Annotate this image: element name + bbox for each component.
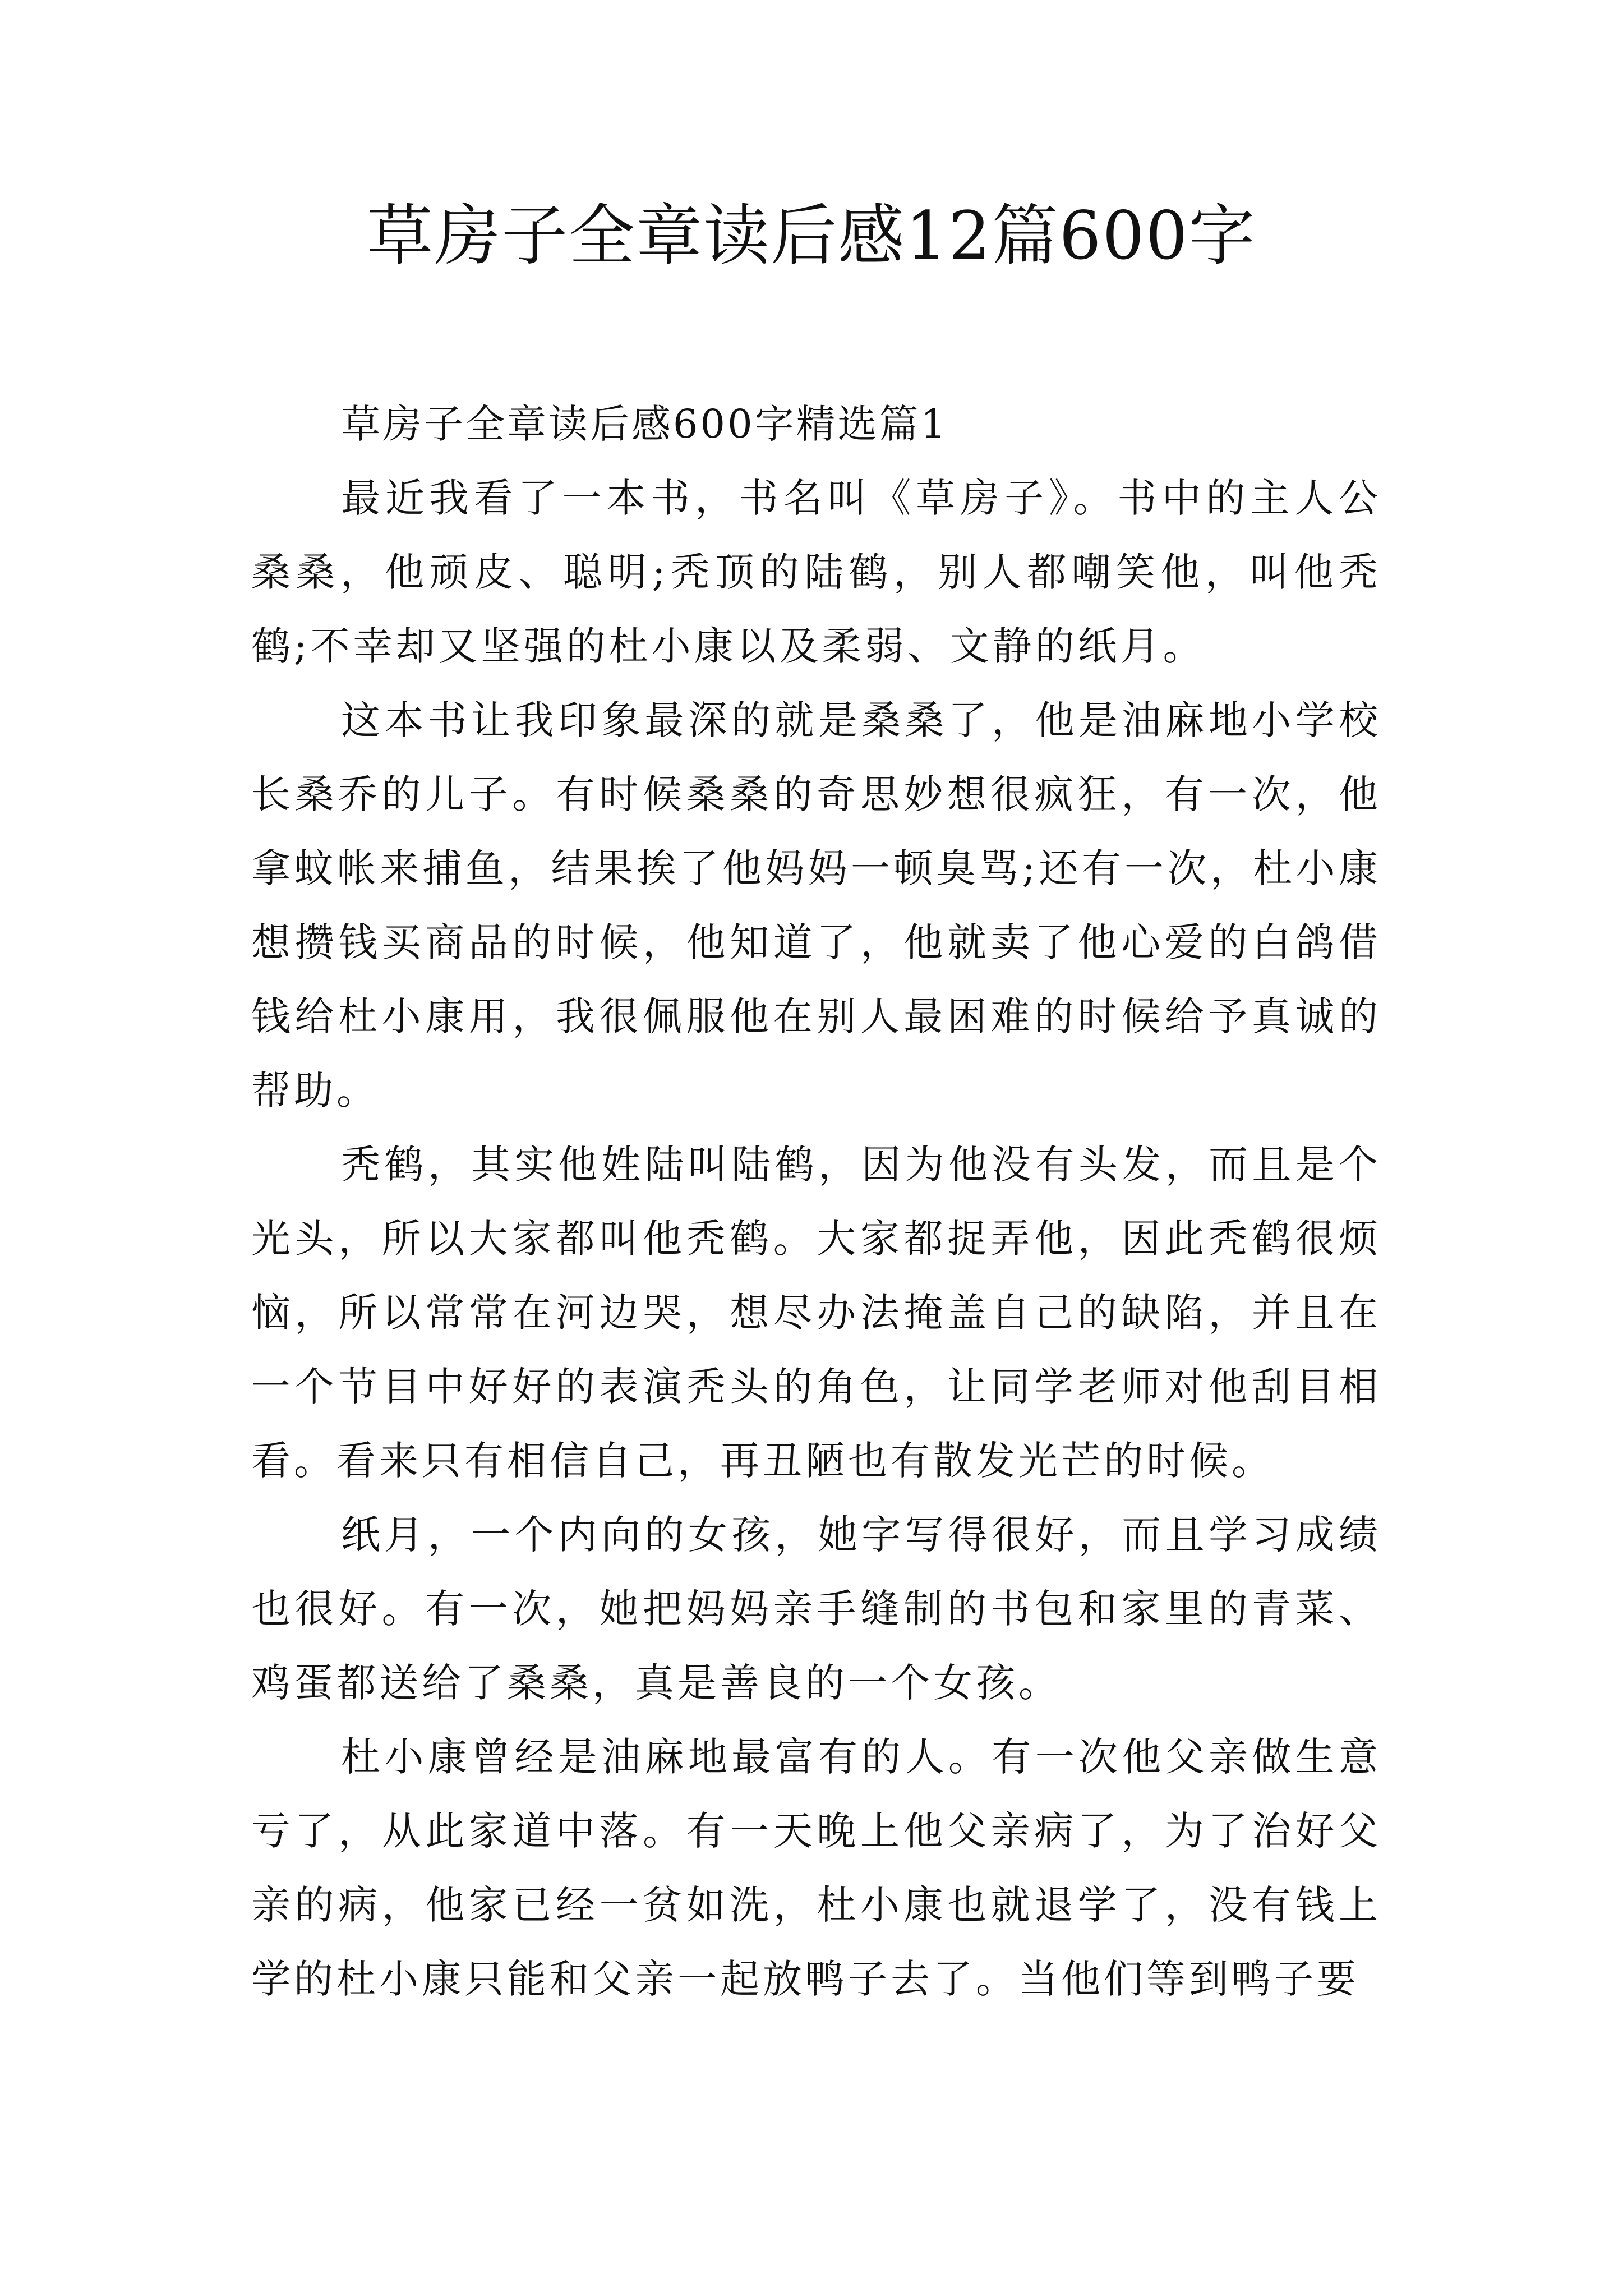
document-title: 草房子全章读后感12篇600字 [367,197,1256,274]
paragraph: 杜小康曾经是油麻地最富有的人。有一次他父亲做生意亏了，从此家道中落。有一天晚上他父亲病了，为了治好父亲的病，他家已经一贫如洗，杜小康也就退学了，没有钱上学的杜小康只能和父亲一起放鸭子去了。当他们等到鸭子要 [251,1734,1381,2002]
paragraph: 纸月，一个内向的女孩，她字写得很好，而且学习成绩也很好。有一次，她把妈妈亲手缝制的书包和家里的青菜、鸡蛋都送给了桑桑，真是善良的一个女孩。 [251,1512,1381,1706]
paragraph: 这本书让我印象最深的就是桑桑了，他是油麻地小学校长桑乔的儿子。有时候桑桑的奇思妙想很疯狂，有一次，他拿蚊帐来捕鱼，结果挨了他妈妈一顿臭骂;还有一次，杜小康想攒钱买商品的时候，他知道了，他就卖了他心爱的白鸽借钱给杜小康用，我很佩服他在别人最困难的时候给予真诚的帮助。 [251,697,1381,1114]
section-heading: 草房子全章读后感600字精选篇1 [341,401,948,447]
paragraph: 秃鹤，其实他姓陆叫陆鹤，因为他没有头发，而且是个光头，所以大家都叫他秃鹤。大家都捉弄他，因此秃鹤很烦恼，所以常常在河边哭，想尽办法掩盖自己的缺陷，并且在一个节目中好好的表演秃头的角色，让同学老师对他刮目相看。看来只有相信自己，再丑陋也有散发光芒的时候。 [251,1142,1381,1484]
paragraph: 最近我看了一本书，书名叫《草房子》。书中的主人公桑桑，他顽皮、聪明;秃顶的陆鹤，别人都嘲笑他，叫他秃鹤;不幸却又坚强的杜小康以及柔弱、文静的纸月。 [251,475,1381,669]
document-body [251,387,1381,2016]
